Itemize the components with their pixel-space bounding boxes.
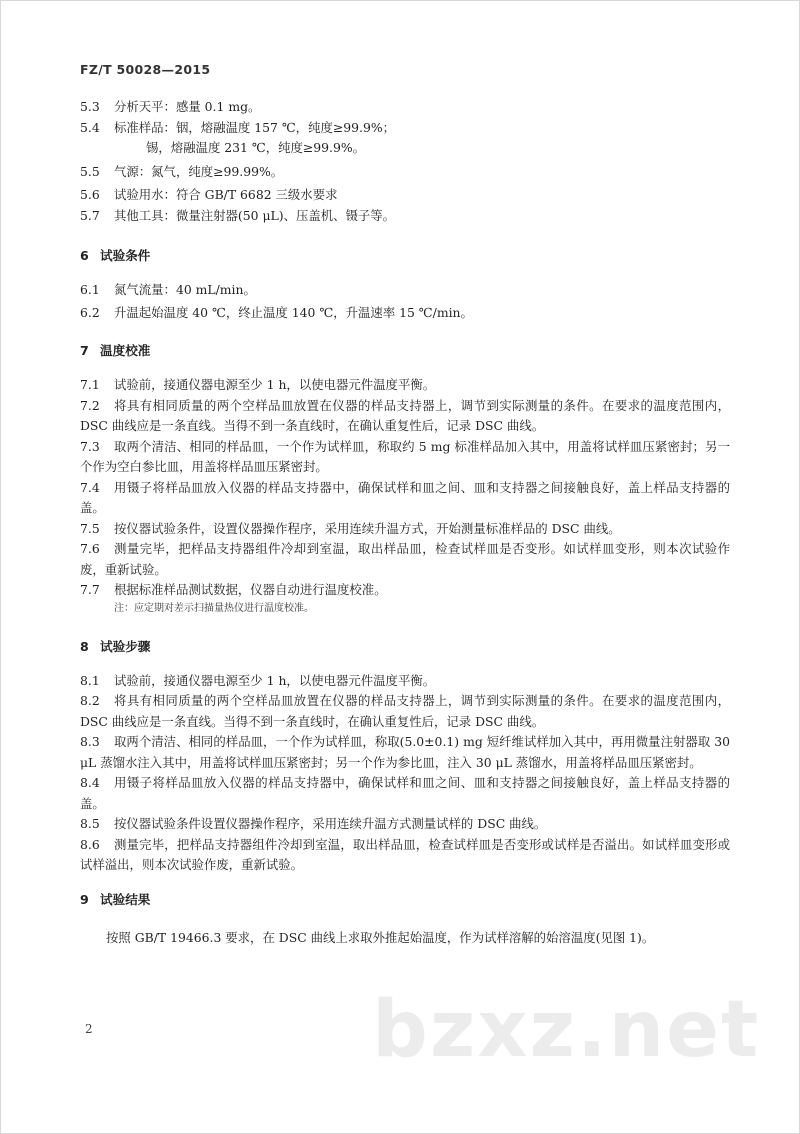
clause-5-5 [80, 162, 730, 183]
clause-text: 按仪器试验条件设置仪器操作程序，采用连续升温方式测量试样的 DSC 曲线。 [114, 816, 547, 831]
section-7-items [80, 375, 730, 617]
clause-number: 8.4 [80, 775, 100, 790]
section-9-heading [80, 890, 730, 910]
clause-number: 5.5 [80, 163, 100, 179]
clause-text: 根据标准样品测试数据，仪器自动进行温度校准。 [114, 582, 387, 597]
document-code: FZ/T 50028—2015 [80, 62, 211, 77]
clause-8-1 [80, 671, 730, 692]
clause-number: 7.5 [80, 520, 100, 536]
section-number: 9 [80, 891, 89, 907]
clause-number: 7.6 [80, 541, 100, 556]
clause-text: 气源：氮气，纯度≥99.99%。 [114, 163, 284, 179]
section-6-items [80, 280, 730, 323]
clause-number: 7.3 [80, 438, 100, 454]
section-title: 试验步骤 [100, 638, 151, 654]
section-8-heading [80, 637, 730, 657]
clause-text: 测量完毕，把样品支持器组件冷却到室温，取出样品皿，检查试样皿是否变形。如试样皿变形，则本次试验作废，重新试验。 [80, 541, 730, 577]
document-body [80, 62, 730, 948]
clause-text: 用镊子将样品皿放入仪器的样品支持器中，确保试样和皿之间、皿和支持器之间接触良好，盖上样品支持器的盖。 [80, 479, 730, 515]
note: 注：应定期对差示扫描量热仪进行温度校准。 [114, 602, 314, 614]
clause-text: 标准样品：铟，熔融温度 157 ℃，纯度≥99.9%； [114, 119, 395, 135]
section-number: 7 [80, 343, 89, 358]
clause-8-6 [80, 835, 730, 876]
clause-text: 其他工具：微量注射器(50 μL)、压盖机、镊子等。 [114, 207, 396, 223]
clause-6-2 [80, 303, 730, 324]
clause-text: 氮气流量：40 mL/min。 [114, 282, 256, 297]
clause-number: 5.3 [80, 99, 100, 114]
clause-8-4 [80, 773, 730, 814]
clause-number: 8.6 [80, 836, 100, 852]
clause-number: 8.3 [80, 734, 100, 749]
section-7-heading [80, 341, 730, 361]
clause-6-1 [80, 280, 730, 301]
clause-7-2 [80, 396, 730, 437]
clause-text: 取两个清洁、相同的样品皿，一个作为试样皿，称取(5.0±0.1) mg 短纤维试样加入其中，再用微量注射器取 30 μL 蒸馏水注入其中，用盖将试样皿压紧密封；另一个作为参比皿，注入 30 μL 蒸馏水，用盖将样品皿压紧密封。 [80, 734, 730, 770]
clause-5-4-continuation: 锡，熔融温度 231 ℃，纯度≥99.9%。 [146, 140, 366, 155]
clause-text: 升温起始温度 40 ℃，终止温度 140 ℃，升温速率 15 ℃/min。 [114, 304, 473, 320]
section-9-text: 按照 GB/T 19466.3 要求，在 DSC 曲线上求取外推起始温度，作为试样溶解的始溶温度(见图 1)。 [106, 929, 655, 945]
clause-text: 按仪器试验条件，设置仪器操作程序，采用连续升温方式，开始测量标准样品的 DSC 曲线。 [114, 520, 621, 536]
clause-7-6 [80, 539, 730, 580]
clause-text: 取两个清洁、相同的样品皿，一个作为试样皿，称取约 5 mg 标准样品加入其中，用盖将试样皿压紧密封；另一个作为空白参比皿，用盖将样品皿压紧密封。 [80, 438, 730, 474]
clause-8-5 [80, 814, 730, 835]
section-6-heading [80, 246, 730, 266]
clause-number: 6.2 [80, 304, 100, 320]
clause-7-4 [80, 478, 730, 519]
section-5-items [80, 97, 730, 226]
clause-number: 7.1 [80, 377, 100, 392]
section-title: 试验条件 [100, 248, 151, 263]
clause-number: 8.1 [80, 672, 100, 688]
clause-number: 6.1 [80, 282, 100, 297]
clause-number: 7.4 [80, 479, 100, 495]
clause-number: 5.6 [80, 187, 100, 202]
clause-7-7 [80, 580, 730, 601]
clause-7-3 [80, 437, 730, 478]
clause-number: 8.5 [80, 816, 100, 831]
clause-5-7 [80, 206, 730, 227]
clause-number: 7.2 [80, 397, 100, 413]
watermark-logo: bzxz.net [372, 985, 761, 1075]
section-8-items [80, 671, 730, 876]
clause-number: 5.4 [80, 119, 100, 135]
clause-number: 7.7 [80, 582, 100, 597]
clause-7-1 [80, 375, 730, 396]
clause-8-3 [80, 732, 730, 773]
clause-5-4 [80, 118, 730, 139]
page-number: 2 [85, 1022, 93, 1036]
section-number: 6 [80, 248, 89, 263]
clause-text: 用镊子将样品皿放入仪器的样品支持器中，确保试样和皿之间、皿和支持器之间接触良好，盖上样品支持器的盖。 [80, 775, 730, 811]
clause-text: 分析天平：感量 0.1 mg。 [114, 99, 261, 114]
clause-text: 将具有相同质量的两个空样品皿放置在仪器的样品支持器上，调节到实际测量的条件。在要求的温度范围内，DSC 曲线应是一条直线。当得不到一条直线时，在确认重复性后，记录 DSC 曲线。 [80, 693, 730, 729]
clause-number: 5.7 [80, 207, 100, 223]
clause-5-6 [80, 185, 730, 206]
clause-8-2 [80, 691, 730, 732]
clause-7-5 [80, 519, 730, 540]
clause-text: 试验前，接通仪器电源至少 1 h，以使电器元件温度平衡。 [114, 672, 436, 688]
section-number: 8 [80, 638, 89, 654]
clause-number: 8.2 [80, 693, 100, 708]
clause-text: 测量完毕，把样品支持器组件冷却到室温，取出样品皿，检查试样皿是否变形或试样是否溢出。如试样皿变形或试样溢出，则本次试验作废，重新试验。 [80, 836, 730, 872]
section-title: 温度校准 [100, 343, 151, 358]
section-title: 试验结果 [100, 891, 151, 907]
clause-text: 试验用水：符合 GB/T 6682 三级水要求 [114, 187, 338, 202]
clause-text: 试验前，接通仪器电源至少 1 h，以使电器元件温度平衡。 [114, 377, 436, 392]
clause-text: 将具有相同质量的两个空样品皿放置在仪器的样品支持器上，调节到实际测量的条件。在要求的温度范围内，DSC 曲线应是一条直线。当得不到一条直线时，在确认重复性后，记录 DSC 曲线。 [80, 397, 730, 433]
clause-5-3 [80, 97, 730, 118]
